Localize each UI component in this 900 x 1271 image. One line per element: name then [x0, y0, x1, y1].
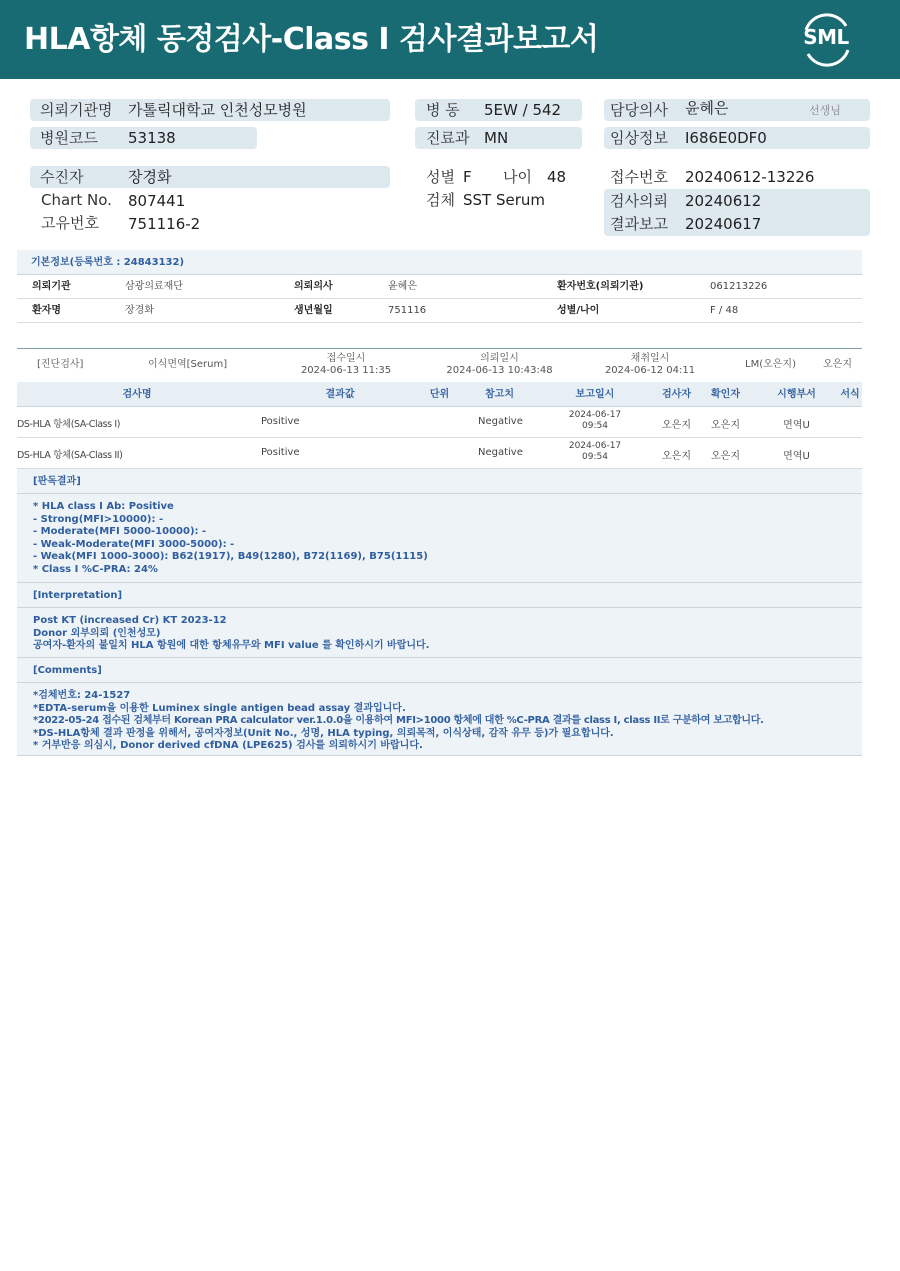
unique-value: 751116-2 — [128, 215, 201, 233]
basic-info-cell: 061213226 — [710, 281, 768, 292]
category-label: 이식면역[Serum] — [148, 359, 228, 370]
col-header: 서식 — [840, 389, 860, 400]
comment-line: *DS-HLA항체 결과 판정을 위해서, 공여자정보(Unit No., 성명, HLA typing, 의뢰목적, 이식상태, 감작 유무 등)가 필요합니다. — [33, 727, 614, 739]
collected-value: 2024-06-12 04:11 — [604, 365, 696, 376]
basic-info-cell: 삼광의료재단 — [125, 281, 183, 292]
dept-label: 진료과 — [426, 129, 470, 147]
basic-info-cell: 의뢰의사 — [294, 281, 333, 292]
report-date: 2024-06-17 — [568, 410, 622, 420]
table-row — [17, 407, 862, 438]
test-report-datetime — [565, 441, 625, 463]
basic-info-title: 기본정보(등록번호 : 24843132) — [17, 250, 862, 275]
doctor-label: 담당의사 — [610, 101, 668, 119]
test-confirmer: 오은지 — [711, 451, 740, 462]
age-label: 나이 — [503, 168, 532, 186]
hospital-code-value: 53138 — [128, 129, 176, 147]
hospital-code-label: 병원코드 — [40, 129, 98, 147]
interpretation-title: [Interpretation] — [17, 583, 862, 608]
interpretation-body — [17, 608, 862, 658]
comment-line: *EDTA-serum을 이용한 Luminex single antigen bead assay 결과입니다. — [33, 702, 406, 714]
interpretation-result-line: - Weak-Moderate(MFI 3000-5000): - — [33, 538, 235, 550]
test-reference: Negative — [478, 447, 523, 458]
interpretation-line: Donor 외부의뢰 (인천성모) — [33, 627, 161, 639]
test-dept: 면역U — [783, 420, 810, 431]
col-header: 시행부서 — [777, 389, 816, 400]
institution-label: 의뢰기관명 — [40, 101, 113, 119]
logo-text: SML — [803, 25, 849, 49]
basic-info-cell: 윤혜은 — [388, 281, 417, 292]
receipt-label: 접수번호 — [610, 168, 668, 186]
requested-value: 2024-06-13 10:43:48 — [446, 365, 553, 376]
chart-label: Chart No. — [41, 191, 112, 209]
col-header: 단위 — [429, 389, 450, 400]
basic-info-cell: 생년월일 — [294, 305, 333, 316]
ward-value: 5EW / 542 — [484, 101, 562, 119]
basic-info-cell: 환자번호(의뢰기관) — [557, 281, 644, 292]
sex-value: F — [463, 168, 472, 186]
diagnosis-label: [진단검사] — [37, 359, 84, 370]
comment-line: *검체번호: 24-1527 — [33, 690, 131, 701]
patient-pill — [30, 166, 390, 188]
age-value: 48 — [547, 168, 567, 186]
test-name: DS-HLA 항체(SA-Class II) — [17, 450, 123, 461]
col-header: 참고치 — [485, 389, 514, 400]
basic-info-cell: 751116 — [388, 305, 427, 316]
comment-line: *2022-05-24 접수된 검체부터 Korean PRA calculator ver.1.0.0을 이용하여 MFI>1000 항체에 대한 %C-PRA 결과를 class I, class II로 구분하여 보고합니다. — [33, 715, 764, 726]
doctor-value: 윤혜은 — [685, 99, 729, 117]
col-header: 검사자 — [662, 389, 691, 400]
col-header: 보고일시 — [575, 389, 615, 400]
receipt-value: 20240612-13226 — [685, 168, 815, 186]
table-row — [17, 438, 862, 469]
requested-label: 의뢰일시 — [480, 353, 519, 364]
received-value: 2024-06-13 11:35 — [300, 365, 392, 376]
test-reference: Negative — [478, 416, 523, 427]
report-time: 09:54 — [582, 421, 608, 431]
interpretation-result-body — [17, 494, 862, 583]
interpretation-result-line: - Strong(MFI>10000): - — [33, 513, 164, 525]
report-title: HLA항체 동정검사-Class I 검사결과보고서 — [24, 22, 599, 57]
basic-info-row — [17, 299, 862, 323]
interpretation-result-title: [판독결과] — [17, 469, 862, 494]
comment-line: * 거부반응 의심시, Donor derived cfDNA (LPE625) 검사를 의뢰하시기 바랍니다. — [33, 740, 423, 751]
test-confirmer: 오은지 — [711, 420, 740, 431]
patient-label: 수진자 — [40, 168, 84, 186]
ward-label: 병 동 — [426, 101, 460, 119]
dept-value: MN — [484, 129, 509, 147]
clinical-label: 임상정보 — [610, 129, 668, 147]
specimen-value: SST Serum — [463, 191, 546, 209]
basic-info-cell: 의뢰기관 — [32, 281, 71, 292]
received-label: 접수일시 — [326, 353, 366, 364]
basic-info-cell: 장경화 — [125, 305, 154, 316]
test-result: Positive — [261, 416, 300, 427]
basic-info-cell: 환자명 — [32, 305, 61, 316]
institution-value: 가톨릭대학교 인천성모병원 — [128, 101, 307, 119]
person-label: 오은지 — [823, 359, 852, 370]
col-header: 확인자 — [711, 389, 740, 400]
col-header: 검사명 — [122, 389, 152, 400]
report-time: 09:54 — [582, 452, 608, 462]
sex-label: 성별 — [426, 168, 455, 186]
report-label: 결과보고 — [610, 215, 668, 233]
basic-info-cell: F / 48 — [710, 305, 739, 316]
interpretation-line: Post KT (increased Cr) KT 2023-12 — [33, 615, 227, 626]
comments-body — [17, 683, 862, 756]
test-name: DS-HLA 항체(SA-Class I) — [17, 419, 121, 430]
chart-value: 807441 — [128, 192, 186, 210]
doctor-suffix: 선생님 — [809, 104, 841, 117]
test-report-datetime — [565, 410, 625, 432]
report-value: 20240617 — [685, 215, 762, 233]
unique-label: 고유번호 — [41, 214, 99, 232]
received-datetime — [286, 353, 406, 377]
report-date: 2024-06-17 — [568, 441, 622, 451]
basic-info-row — [17, 275, 862, 299]
report-header — [0, 0, 900, 79]
interpretation-result-line: * Class I %C-PRA: 24% — [33, 563, 158, 575]
test-dept: 면역U — [783, 451, 810, 462]
clinical-value: I686E0DF0 — [685, 129, 767, 147]
test-result: Positive — [261, 447, 300, 458]
interpretation-line: 공여자-환자의 불일치 HLA 항원에 대한 항체유무와 MFI value 를 확인하시기 바랍니다. — [33, 640, 430, 651]
comments-title: [Comments] — [17, 658, 862, 683]
lm-label: LM(오은지) — [745, 359, 796, 370]
request-label: 검사의뢰 — [610, 192, 668, 210]
collected-datetime — [590, 353, 710, 377]
patient-value: 장경화 — [128, 168, 172, 186]
col-header: 결과값 — [325, 389, 355, 400]
requested-datetime — [437, 353, 562, 377]
request-value: 20240612 — [685, 192, 762, 210]
collected-label: 채취일시 — [630, 353, 670, 364]
basic-info-cell: 성별/나이 — [557, 305, 600, 316]
interpretation-result-line: * HLA class I Ab: Positive — [33, 501, 174, 512]
interpretation-result-line: - Moderate(MFI 5000-10000): - — [33, 526, 207, 537]
section-divider — [17, 348, 862, 349]
sml-logo — [796, 10, 856, 68]
test-tester: 오은지 — [662, 420, 691, 431]
specimen-label: 검체 — [426, 191, 455, 209]
results-table-header — [17, 382, 862, 407]
interpretation-result-line: - Weak(MFI 1000-3000): B62(1917), B49(1280), B72(1169), B75(1115) — [33, 551, 428, 562]
test-tester: 오은지 — [662, 451, 691, 462]
